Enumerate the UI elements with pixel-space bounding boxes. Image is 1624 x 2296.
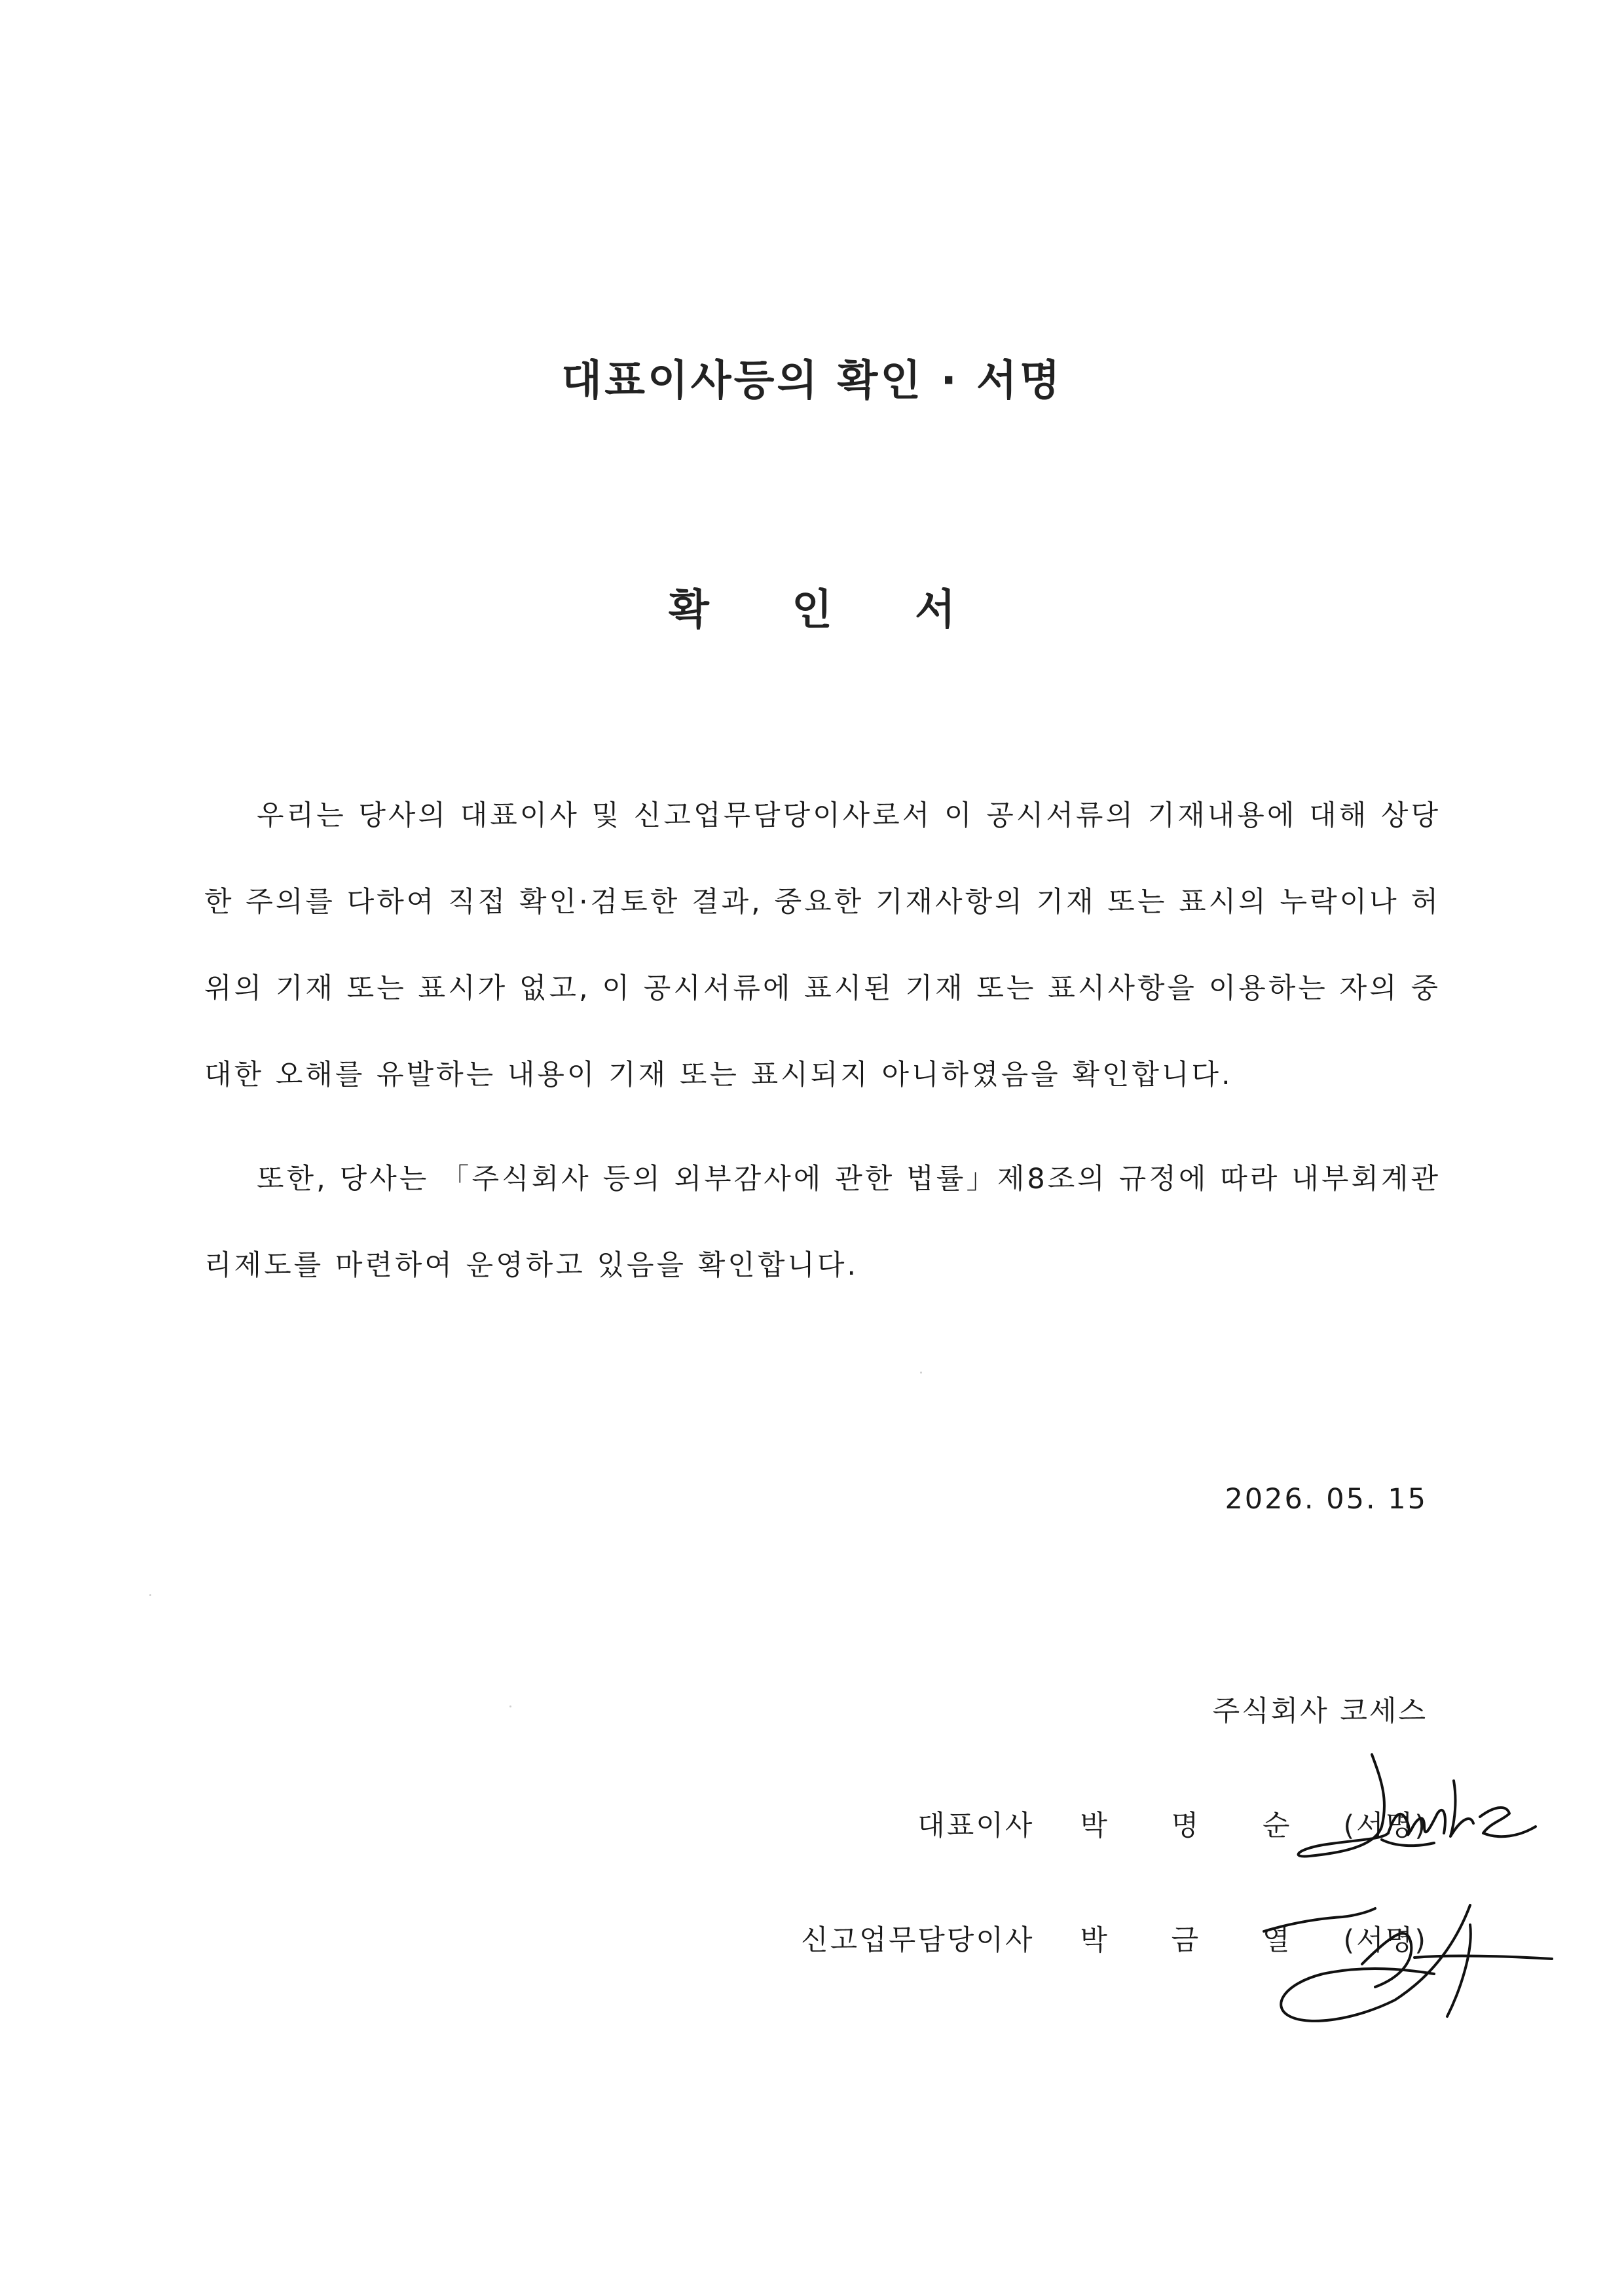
scan-speck [509, 1705, 511, 1707]
confirmation-heading: 확 인 서 [668, 586, 990, 634]
company-name: 주식회사 코세스 [1212, 1695, 1428, 1728]
signature-mark-label: (서명) [1343, 1923, 1428, 1957]
scan-speck [920, 1372, 922, 1374]
signatory-name: 박 명 순 [1080, 1809, 1318, 1842]
scan-speck [149, 1594, 151, 1596]
internal-control-paragraph: 또한, 당사는 「주식회사 등의 외부감사에 관한 법률」제8조의 규정에 따라 내부회계관리제도를 마련하여 운영하고 있음을 확인합니다. [204, 1163, 1441, 1282]
signature-mark-label: (서명) [1343, 1809, 1428, 1842]
document-date: 2026. 05. 15 [1225, 1483, 1428, 1516]
signatory-name: 박 금 열 [1080, 1923, 1318, 1957]
confirmation-paragraph: 우리는 당사의 대표이사 및 신고업무담당이사로서 이 공시서류의 기재내용에 대해 상당한 주의를 다하여 직접 확인·검토한 결과, 중요한 기재사항의 기재 또는 표시의 누락이나 허위의 기재 또는 표시가 없고, 이 공시서류에 표시된 기재 또는 표시사항을 이용하는 자의 중대한 오해를 유발하는 내용이 기재 또는 표시되지 아니하였음을 확인합니다. [204, 799, 1441, 1091]
signatory-title: 대표이사 [917, 1809, 1035, 1842]
signatory-title: 신고업무담당이사 [801, 1923, 1035, 1957]
ceo-handwritten-signature [1283, 1741, 1572, 1899]
document-title: 대표이사등의 확인 · 서명 [561, 357, 1063, 405]
director-handwritten-signature [1244, 1886, 1572, 2095]
